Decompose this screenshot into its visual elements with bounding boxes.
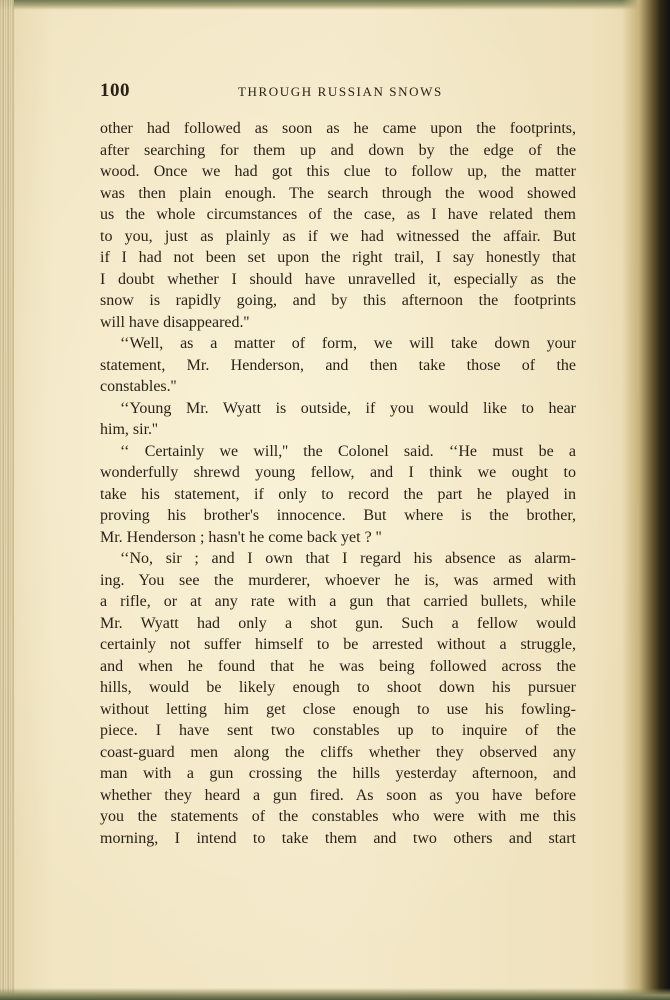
page-gutter-edge	[0, 0, 14, 1000]
text-line: coast-guard men along the cliffs whether they observed any	[100, 743, 576, 761]
page-header	[100, 80, 576, 106]
text-line: other had followed as soon as he came upon the footprints,	[100, 120, 576, 137]
text-line: proving his brother's innocence. But where is the brother,	[100, 507, 576, 524]
text-line: ‘‘Young Mr. Wyatt is outside, if you would like to hear	[120, 399, 576, 417]
text-line: a rifle, or at any rate with a gun that carried bullets, while	[100, 593, 576, 610]
text-line: hills, would be likely enough to shoot down his pursuer	[100, 679, 576, 696]
running-head: THROUGH RUSSIAN SNOWS	[238, 84, 443, 99]
text-line: Mr. Wyatt had only a shot gun. Such a fellow would	[100, 614, 576, 632]
text-line: us the whole circumstances of the case, as I have related them	[100, 206, 576, 223]
text-line: if I had not been set upon the right trail, I say honestly that	[100, 249, 576, 266]
text-line: Mr. Henderson ; hasn't he come back yet ? ''	[100, 528, 382, 546]
body-text	[100, 118, 576, 849]
page-right-edge-shadow	[622, 0, 670, 1000]
text-line: constables.''	[100, 378, 177, 395]
text-line: I doubt whether I should have unravelled it, especially as the	[100, 270, 576, 288]
text-line: morning, I intend to take them and two others and start	[100, 829, 576, 847]
text-line: take his statement, if only to record the part he played in	[100, 485, 576, 503]
text-line: man with a gun crossing the hills yesterday afternoon, and	[100, 765, 576, 782]
text-line: without letting him get close enough to use his fowling-	[100, 700, 576, 718]
page-top-edge	[0, 0, 670, 10]
page-number: 100	[100, 80, 130, 101]
text-line: ing. You see the murderer, whoever he is, was armed with	[100, 571, 576, 589]
text-line: statement, Mr. Henderson, and then take those of the	[100, 356, 576, 374]
text-line: ‘‘Well, as a matter of form, we will take down your	[120, 335, 576, 352]
text-line: and when he found that he was being followed across the	[100, 657, 576, 675]
text-line: ‘‘ Certainly we will,'' the Colonel said. ‘‘He must be a	[120, 442, 576, 460]
text-line: snow is rapidly going, and by this afternoon the footprints	[100, 292, 576, 309]
text-line: to you, just as plainly as if we had witnessed the affair. But	[100, 227, 576, 245]
text-line: wood. Once we had got this clue to follow up, the matter	[100, 163, 576, 180]
text-line: was then plain enough. The search through the wood showed	[100, 184, 576, 202]
text-line: wonderfully shrewd young fellow, and I think we ought to	[100, 464, 576, 481]
page-bottom-edge	[0, 988, 670, 1000]
text-line: you the statements of the constables who were with me this	[100, 808, 576, 825]
text-line: him, sir.''	[100, 421, 158, 438]
text-line: will have disappeared.''	[100, 313, 250, 331]
text-line: after searching for them up and down by the edge of the	[100, 141, 576, 159]
text-line: certainly not suffer himself to be arrested without a struggle,	[100, 636, 576, 653]
text-line: whether they heard a gun fired. As soon as you have before	[100, 786, 576, 804]
text-line: ‘‘No, sir ; and I own that I regard his absence as alarm-	[120, 550, 576, 567]
text-line: piece. I have sent two constables up to inquire of the	[100, 722, 576, 739]
